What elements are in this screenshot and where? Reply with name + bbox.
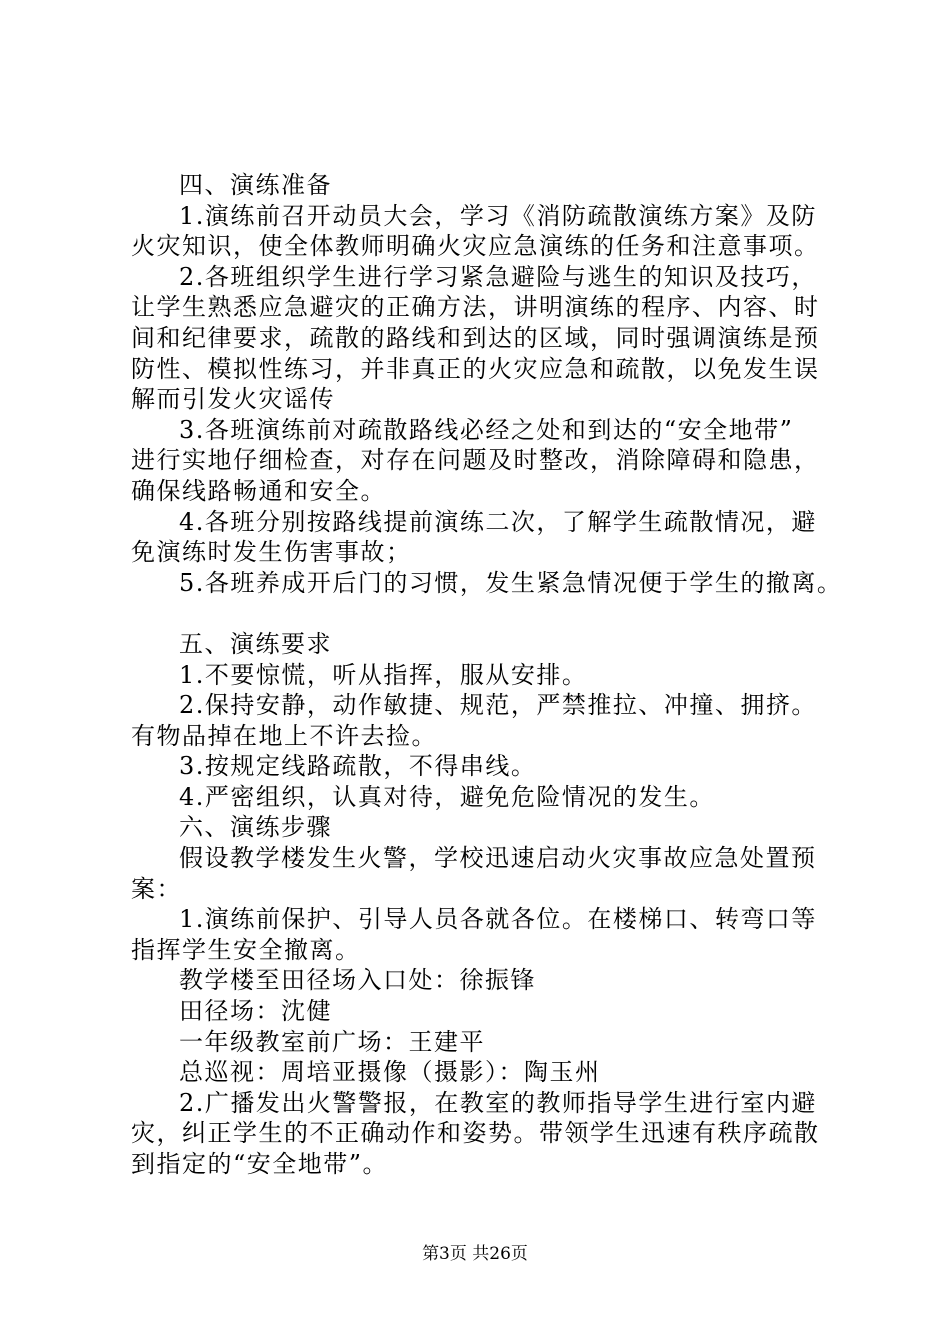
text-line: 一年级教室前广场：王建平 (179, 1027, 485, 1056)
text-line: 4.各班分别按路线提前演练二次，了解学生疏散情况，避 (179, 507, 817, 536)
text-line: 四、演练准备 (179, 171, 332, 199)
text-line: 有物品掉在地上不许去捡。 (131, 721, 437, 750)
text-line: 指挥学生安全撤离。 (131, 935, 361, 964)
text-line: 1.演练前召开动员大会，学习《消防疏散演练方案》及防 (179, 201, 817, 230)
text-line: 间和纪律要求，疏散的路线和到达的区域，同时强调演练是预 (131, 323, 820, 352)
text-line: 火灾知识，使全体教师明确火灾应急演练的任务和注意事项。 (131, 232, 820, 261)
text-line: 1.演练前保护、引导人员各就各位。在楼梯口、转弯口等 (179, 905, 817, 934)
text-line: 教学楼至田径场入口处：徐振锋 (179, 966, 536, 995)
text-line: 案： (131, 874, 182, 903)
text-line: 2.广播发出火警警报，在教室的教师指导学生进行室内避 (179, 1088, 817, 1117)
text-line: 到指定的“安全地带”。 (131, 1150, 389, 1178)
text-line: 灾，纠正学生的不正确动作和姿势。带领学生迅速有秩序疏散 (131, 1119, 820, 1148)
text-line: 总巡视：周培亚摄像（摄影）：陶玉州 (179, 1058, 601, 1087)
page-footer: 第3页 共26页 (422, 1244, 528, 1264)
document-body (131, 170, 861, 1180)
text-line: 防性、模拟性练习，并非真正的火灾应急和疏散，以免发生误 (131, 354, 820, 383)
text-line: 1.不要惊慌，听从指挥，服从安排。 (179, 660, 588, 689)
text-line: 2.保持安静，动作敏捷、规范，严禁推拉、冲撞、拥挤。 (179, 691, 817, 720)
blank-line (131, 598, 861, 629)
text-line: 确保线路畅通和安全。 (131, 476, 386, 505)
text-line: 3.按规定线路疏散，不得串线。 (179, 752, 537, 781)
text-line: 田径场：沈健 (179, 997, 332, 1026)
text-line: 六、演练步骤 (179, 813, 332, 842)
text-line: 5.各班养成开后门的习惯，发生紧急情况便于学生的撤离。 (179, 568, 843, 597)
text-line: 解而引发火灾谣传 (131, 385, 335, 414)
text-line: 2.各班组织学生进行学习紧急避险与逃生的知识及技巧， (179, 262, 817, 291)
text-line: 假设教学楼发生火警，学校迅速启动火灾事故应急处置预 (179, 844, 817, 873)
text-line: 让学生熟悉应急避灾的正确方法，讲明演练的程序、内容、时 (131, 293, 820, 322)
text-line: 进行实地仔细检查，对存在问题及时整改，消除障碍和隐患， (131, 446, 820, 475)
text-line: 五、演练要求 (179, 629, 332, 658)
text-line: 4.严密组织，认真对待，避免危险情况的发生。 (179, 782, 715, 811)
text-line: 免演练时发生伤害事故； (131, 538, 412, 567)
text-line: 3.各班演练前对疏散路线必经之处和到达的“安全地带” (179, 415, 794, 444)
